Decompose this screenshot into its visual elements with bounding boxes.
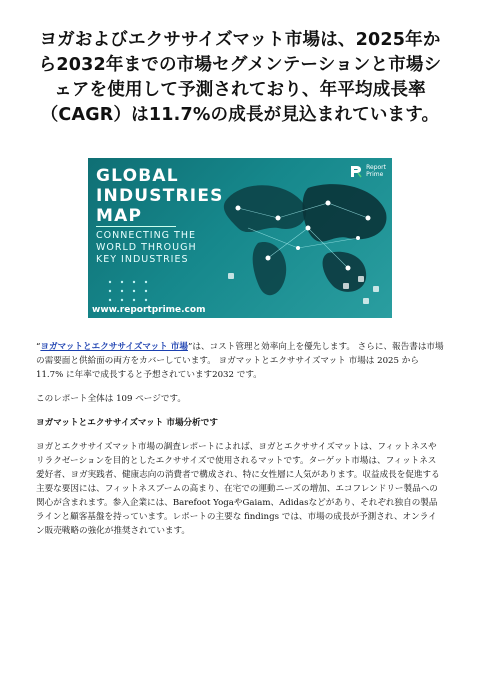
intro-paragraph: “ヨガマットとエクササイズマット 市場”は、コスト管理と効率向上を優先します。 さらに、報告書は市場の需要面と供給面の両方をカバーしています。 ヨガマットとエクササイズマット 市場は 2025 から 11.7% に年率で成長すると予想されています2032 です。 xyxy=(36,342,444,380)
article-body xyxy=(36,340,444,538)
banner-subtitle: CONNECTING THE WORLD THROUGH KEY INDUSTRIES xyxy=(96,230,197,265)
market-report-link[interactable]: ヨガマットとエクササイズマット 市場 xyxy=(40,342,188,352)
section-heading: ヨガマットとエクササイズマット 市場分析です xyxy=(36,418,218,428)
page-title: ヨガおよびエクササイズマット市場は、2025年から2032年までの市場セグメンテーションと市場シェアを使用して予測されており、年平均成長率（CAGR）は11.7%の成長が見込まれています。 xyxy=(38,30,442,125)
world-map-illustration xyxy=(208,158,392,318)
page-count-text: このレポート全体は 109 ページです。 xyxy=(36,394,186,404)
report-prime-logo-icon xyxy=(349,164,363,178)
banner-url: www.reportprime.com xyxy=(92,305,206,315)
report-prime-logo xyxy=(349,164,386,178)
banner-divider xyxy=(96,226,176,227)
banner-wrapper xyxy=(36,158,444,318)
report-prime-logo-text: Report Prime xyxy=(366,164,386,178)
global-industries-map-banner xyxy=(88,158,392,318)
banner-title: GLOBAL INDUSTRIES MAP xyxy=(96,166,224,226)
analysis-paragraph: ヨガとエクササイズマット市場の調査レポートによれば、ヨガとエクササイズマットは、フィットネスやリラクゼーションを目的としたエクササイズで使用されるマットです。ターゲット市場は、フィットネス愛好者、ヨガ実践者、健康志向の消費者で構成され、特に女性層に人気があります。収益成長を促進する主要な要因には、フィットネスブームの高まり、在宅での運動ニーズの増加、エコフレンドリー製品への関心が含まれます。参入企業には、Barefoot YogaやGaiam、Adidasなどがあり、それぞれ独自の製品ラインと顧客基盤を持っています。レポートの主要な findings では、市場の成長が予測され、オンライン販売戦略の強化が推奨されています。 xyxy=(36,442,440,536)
dot-grid-decoration xyxy=(108,280,148,302)
